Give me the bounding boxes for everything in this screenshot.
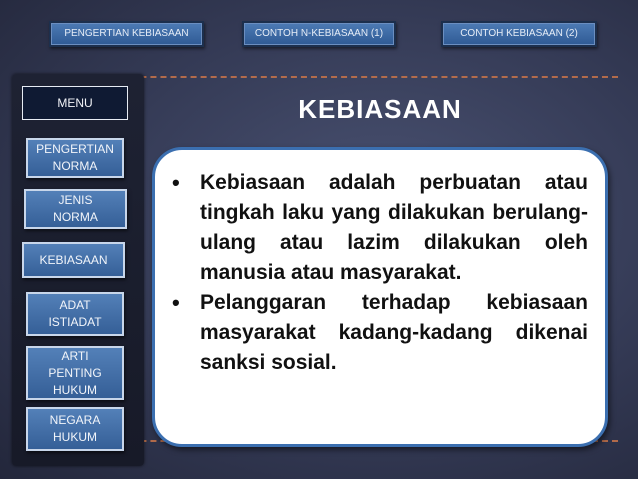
list-item	[166, 288, 588, 378]
bullet-text: Kebiasaan adalah perbuatan atau tingkah laku yang dilakukan berulang-ulang atau lazim dilakukan oleh manusia atau masyarakat.	[200, 171, 588, 284]
sidebar-item-arti-penting-hukum[interactable]: ARTI PENTING HUKUM	[26, 346, 124, 400]
page-title: KEBIASAAN	[298, 94, 462, 124]
bullet-text: Pelanggaran terhadap kebiasaan masyarakat kadang-kadang dikenai sanksi sosial.	[200, 291, 588, 374]
nav-button-pengertian-kebiasaan[interactable]: PENGERTIAN KEBIASAAN	[49, 21, 204, 47]
sidebar-item-pengertian-norma[interactable]: PENGERTIAN NORMA	[26, 138, 124, 178]
nav-button-contoh-kebiasaan-2[interactable]: CONTOH KEBIASAAN (2)	[441, 21, 597, 47]
menu-label: MENU	[22, 86, 128, 120]
nav-button-contoh-n-kebiasaan-1[interactable]: CONTOH N-KEBIASAAN (1)	[242, 21, 396, 47]
sidebar-item-kebiasaan[interactable]: KEBIASAAN	[22, 242, 125, 278]
list-item	[166, 168, 588, 288]
sidebar-item-jenis-norma[interactable]: JENIS NORMA	[24, 189, 127, 229]
sidebar-item-adat-istiadat[interactable]: ADAT ISTIADAT	[26, 292, 124, 336]
bullet-icon: •	[172, 170, 180, 195]
bullet-list	[166, 168, 588, 378]
bullet-icon: •	[172, 290, 180, 315]
sidebar-item-negara-hukum[interactable]: NEGARA HUKUM	[26, 407, 124, 451]
